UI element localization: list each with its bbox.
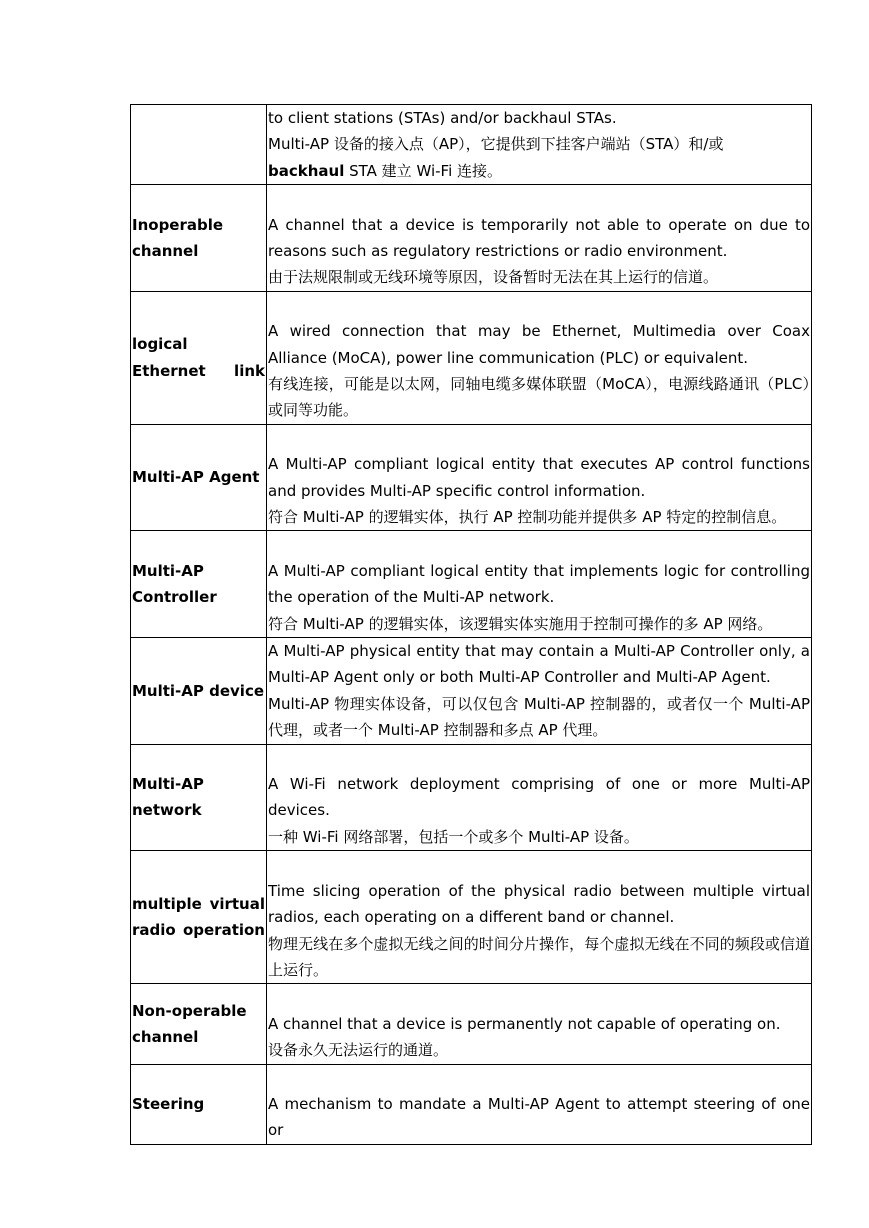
definition-zh: 由于法规限制或无线环境等原因，设备暂时无法在其上运行的信道。 bbox=[268, 268, 719, 287]
definition-en: A channel that a device is permanently not capable of operating on. bbox=[268, 1014, 781, 1033]
table-row bbox=[131, 291, 812, 424]
term-cell: Multi-AP device bbox=[131, 638, 267, 745]
definition-cell bbox=[267, 638, 812, 745]
definition-cell bbox=[267, 424, 812, 531]
definition-zh: 有线连接，可能是以太网，同轴电缆多媒体联盟（MoCA），电源线路通讯（PLC）或同等功能。 bbox=[268, 375, 810, 420]
term-cell: Non-operable channel bbox=[131, 984, 267, 1064]
definition-en: A Multi-AP compliant logical entity that executes AP control functions and provides Multi-AP specific control information. bbox=[268, 455, 810, 500]
definition-zh-text: Multi-AP 设备的接入点（AP），它提供到下挂客户端站（STA）和/或 bbox=[268, 135, 724, 154]
definition-zh: 符合 Multi-AP 的逻辑实体，执行 AP 控制功能并提供多 AP 特定的控制信息。 bbox=[268, 508, 787, 527]
table-row bbox=[131, 185, 812, 292]
definition-en: A wired connection that may be Ethernet, Multimedia over Coax Alliance (MoCA), power line communication (PLC) or equivalent. bbox=[268, 322, 810, 367]
definition-zh-bold: backhaul bbox=[268, 161, 345, 180]
table-row bbox=[131, 105, 812, 185]
term-cell: multiple virtual radio operation bbox=[131, 851, 267, 984]
glossary-table bbox=[130, 104, 812, 1145]
table-row bbox=[131, 744, 812, 851]
definition-en: A Multi-AP compliant logical entity that implements logic for controlling the operation of the Multi-AP network. bbox=[268, 561, 810, 607]
definition-en: A Wi-Fi network deployment comprising of one or more Multi-AP devices. bbox=[268, 775, 810, 820]
definition-zh: 设备永久无法运行的通道。 bbox=[268, 1041, 449, 1060]
table-row bbox=[131, 1064, 812, 1144]
definition-zh bbox=[268, 131, 810, 184]
term-cell: Multi-AP Agent bbox=[131, 424, 267, 531]
definition-en: A channel that a device is temporarily not able to operate on due to reasons such as regulatory restrictions or radio environment. bbox=[268, 215, 810, 261]
definition-zh: Multi-AP 物理实体设备，可以仅包含 Multi-AP 控制器的，或者仅一个 Multi-AP 代理，或者一个 Multi-AP 控制器和多点 AP 代理。 bbox=[268, 694, 810, 740]
definition-zh-text: STA 建立 Wi-Fi 连接。 bbox=[344, 161, 502, 180]
table-row bbox=[131, 638, 812, 745]
table-row bbox=[131, 424, 812, 531]
definition-cell bbox=[267, 531, 812, 638]
definition-en: A mechanism to mandate a Multi-AP Agent to attempt steering of one or bbox=[268, 1094, 810, 1140]
definition-zh: 物理无线在多个虚拟无线之间的时间分片操作，每个虚拟无线在不同的频段或信道上运行。 bbox=[268, 934, 810, 979]
definition-cell bbox=[267, 291, 812, 424]
definition-zh: 符合 Multi-AP 的逻辑实体，该逻辑实体实施用于控制可操作的多 AP 网络。 bbox=[268, 614, 773, 633]
definition-cell bbox=[267, 105, 812, 185]
table-row bbox=[131, 851, 812, 984]
definition-en: A Multi-AP physical entity that may contain a Multi-AP Controller only, a Multi-AP Agent only or both Multi-AP Controller and Multi-AP Agent. bbox=[268, 642, 810, 687]
table-row bbox=[131, 984, 812, 1064]
definition-en: Time slicing operation of the physical radio between multiple virtual radios, each operating on a different band or channel. bbox=[268, 881, 810, 927]
term-cell bbox=[131, 105, 267, 185]
term-cell: Steering bbox=[131, 1064, 267, 1144]
term-cell: Multi-AP network bbox=[131, 744, 267, 851]
definition-cell bbox=[267, 185, 812, 292]
term-cell: Multi-AP Controller bbox=[131, 531, 267, 638]
definition-cell bbox=[267, 851, 812, 984]
term-cell: logical Ethernet link bbox=[131, 291, 267, 424]
definition-cell bbox=[267, 744, 812, 851]
term-cell: Inoperable channel bbox=[131, 185, 267, 292]
table-row bbox=[131, 531, 812, 638]
definition-cell bbox=[267, 1064, 812, 1144]
definition-en: to client stations (STAs) and/or backhaul STAs. bbox=[268, 109, 617, 127]
definition-cell bbox=[267, 984, 812, 1064]
definition-zh: 一种 Wi-Fi 网络部署，包括一个或多个 Multi-AP 设备。 bbox=[268, 827, 639, 846]
